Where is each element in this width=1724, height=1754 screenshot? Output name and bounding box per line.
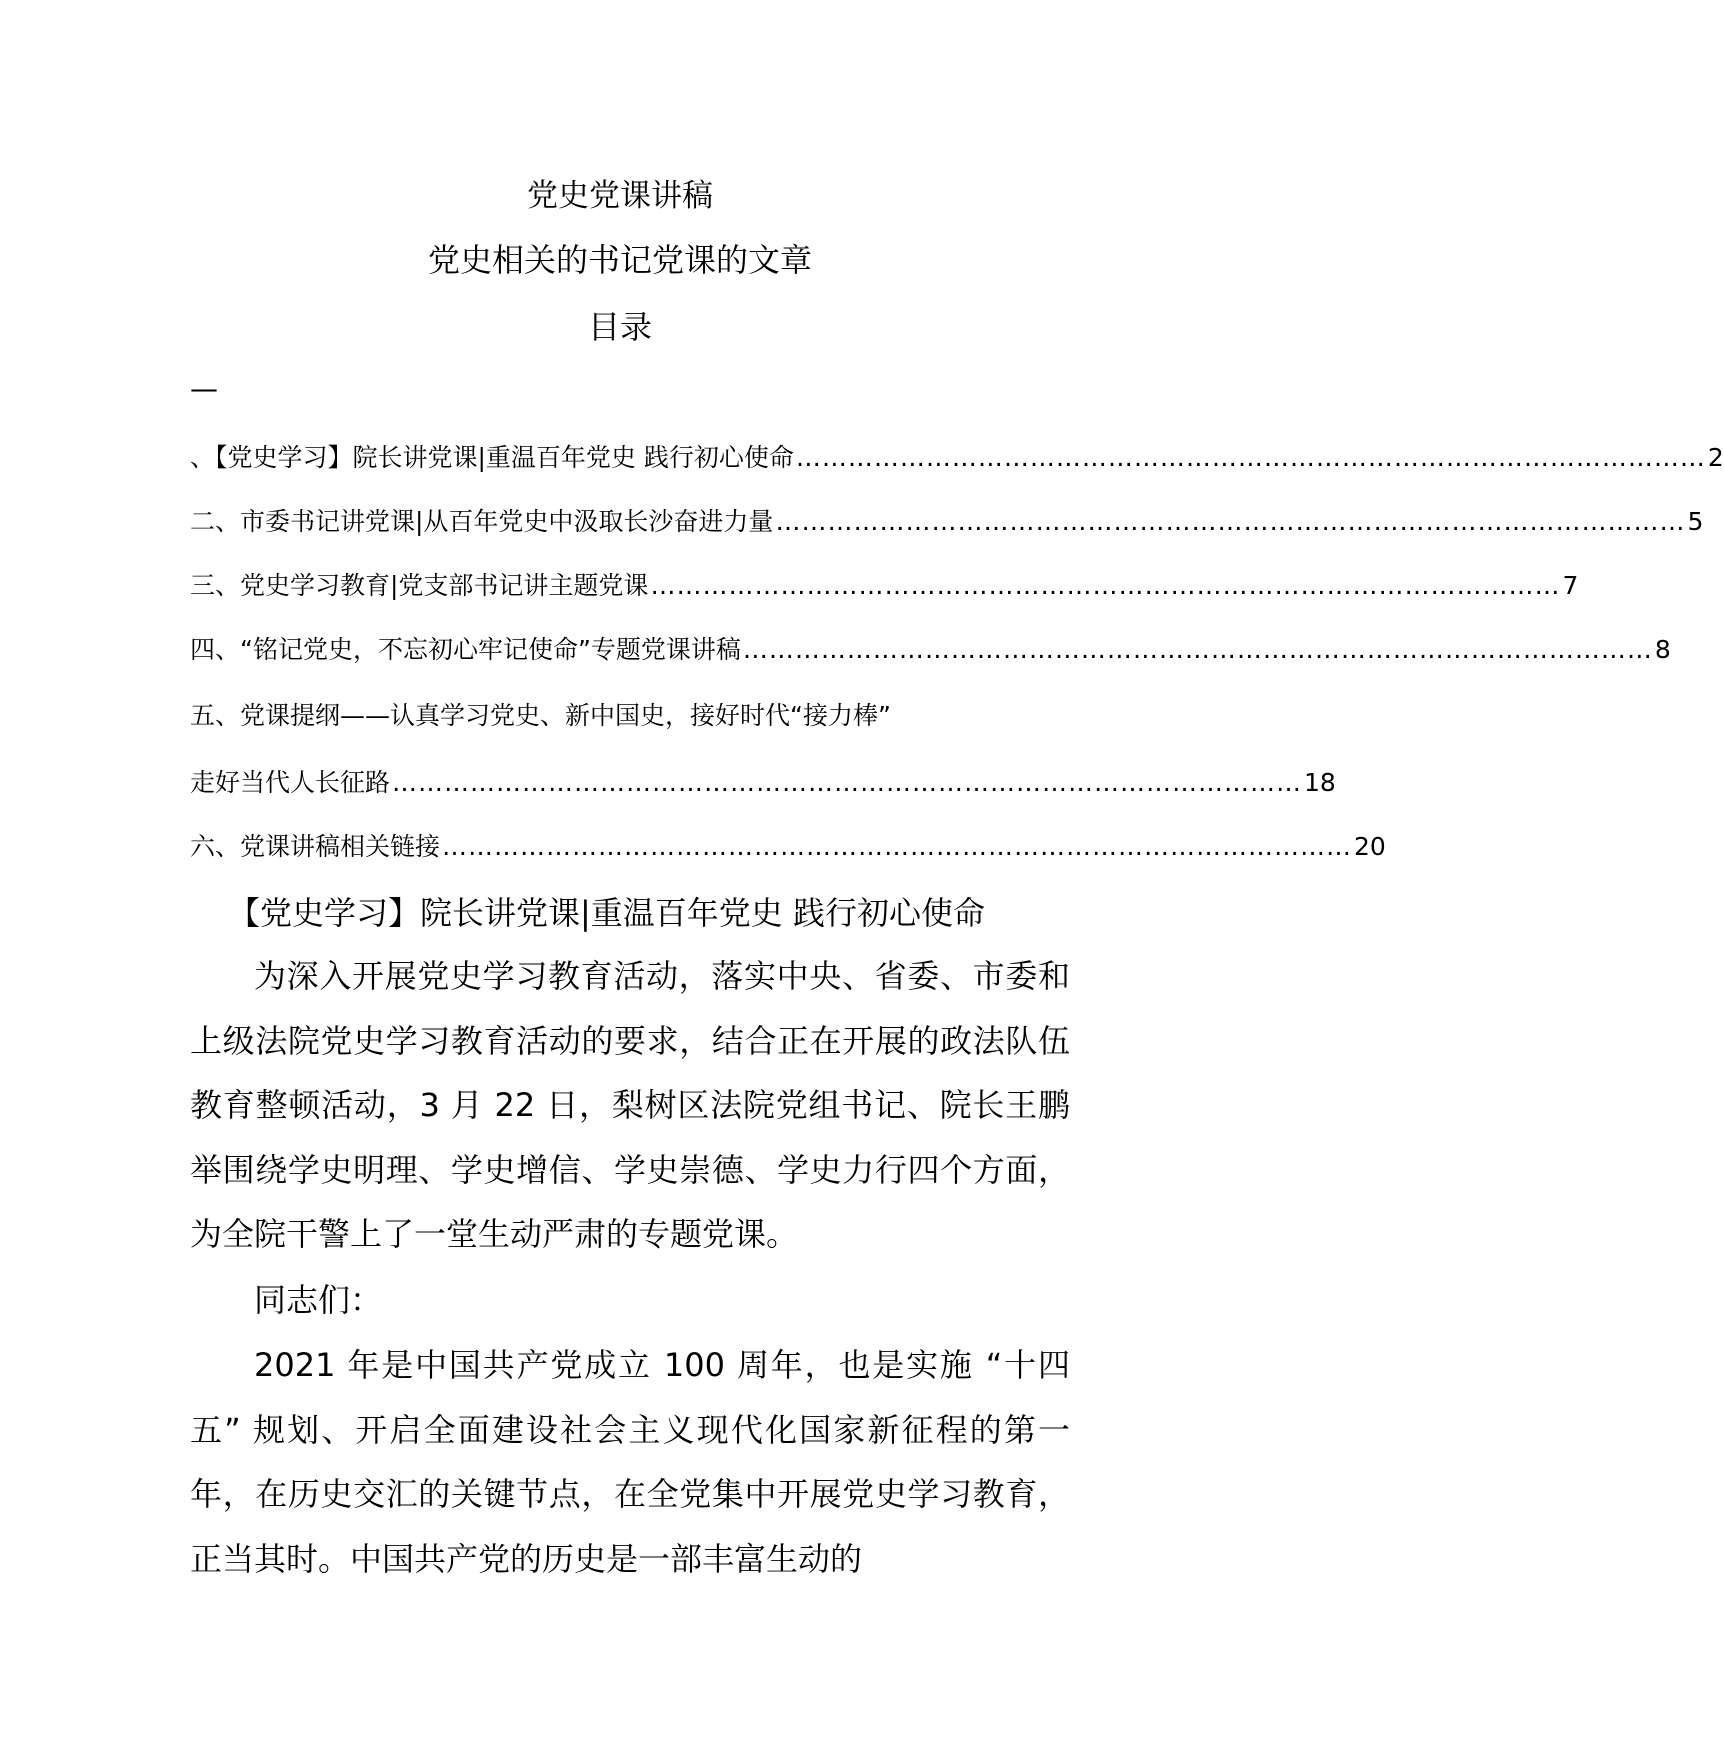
toc-entry-3[interactable] [190,566,1579,602]
toc-leader-dots: …………………………………………………………………………………………… [795,443,1706,472]
toc-entry-text: 二、市委书记讲党课|从百年党史中汲取长沙奋进力量 [190,507,774,536]
document-title: 党史党课讲稿 [527,178,713,214]
toc-leader-dots: …………………………………………………………………………………………… [742,635,1653,664]
body-paragraph-2: 同志们： [254,1281,383,1319]
toc-leader-dots: …………………………………………………………………………………………… [775,507,1686,536]
toc-entry-text: 、【党史学习】院长讲党课|重温百年党史 践行初心使命 [190,443,794,472]
body-paragraph-3: 2021 年是中国共产党成立 100 周年，也是实施 “十四五” 规划、开启全面建设社会主义现代化国家新征程的第一年，在历史交汇的关键节点，在全党集中开展党史学习教育，正当其时。中国共产党的历史是一部丰富生动的 [190,1346,1070,1578]
toc-dash: — [190,372,218,405]
toc-entry-text: 四、“铭记党史，不忘初心牢记使命”专题党课讲稿 [190,635,741,664]
toc-leader-dots: …………………………………………………………………………………………… [392,768,1303,797]
toc-entry-page: 20 [1354,832,1386,861]
toc-entry-2[interactable] [190,502,1704,538]
toc-entry-5[interactable] [190,763,1336,799]
toc-entry-page: 8 [1654,635,1671,664]
toc-entry-text: 走好当代人长征路 [190,768,391,797]
toc-heading: 目录 [587,308,652,346]
section-heading: 【党史学习】院长讲党课|重温百年党史 践行初心使命 [228,894,985,932]
toc-entry-text: 三、党史学习教育|党支部书记讲主题党课 [190,571,649,600]
toc-entry-page: 7 [1562,571,1579,600]
toc-entry-page: 18 [1304,768,1336,797]
document-subtitle: 党史相关的书记党课的文章 [427,241,812,279]
toc-entry-page: 5 [1687,507,1704,536]
toc-entry-6[interactable] [190,827,1386,863]
toc-entry-1[interactable] [190,438,1724,474]
toc-entry-text: 六、党课讲稿相关链接 [190,832,441,861]
toc-entry-5-line1[interactable]: 五、党课提纲——认真学习党史、新中国史，接好时代“接力棒” [190,701,891,730]
toc-entry-page: 2 [1707,443,1724,472]
body-paragraph-1: 为深入开展党史学习教育活动，落实中央、省委、市委和上级法院党史学习教育活动的要求，结合正在开展的政法队伍教育整顿活动，3 月 22 日，梨树区法院党组书记、院长王鹏举围绕学史明理、学史增信、学史崇德、学史力行四个方面，为全院干警上了一堂生动严肃的专题党课。 [190,957,1070,1254]
toc-entry-4[interactable] [190,630,1671,666]
toc-leader-dots: …………………………………………………………………………………………… [442,832,1353,861]
toc-leader-dots: …………………………………………………………………………………………… [650,571,1561,600]
